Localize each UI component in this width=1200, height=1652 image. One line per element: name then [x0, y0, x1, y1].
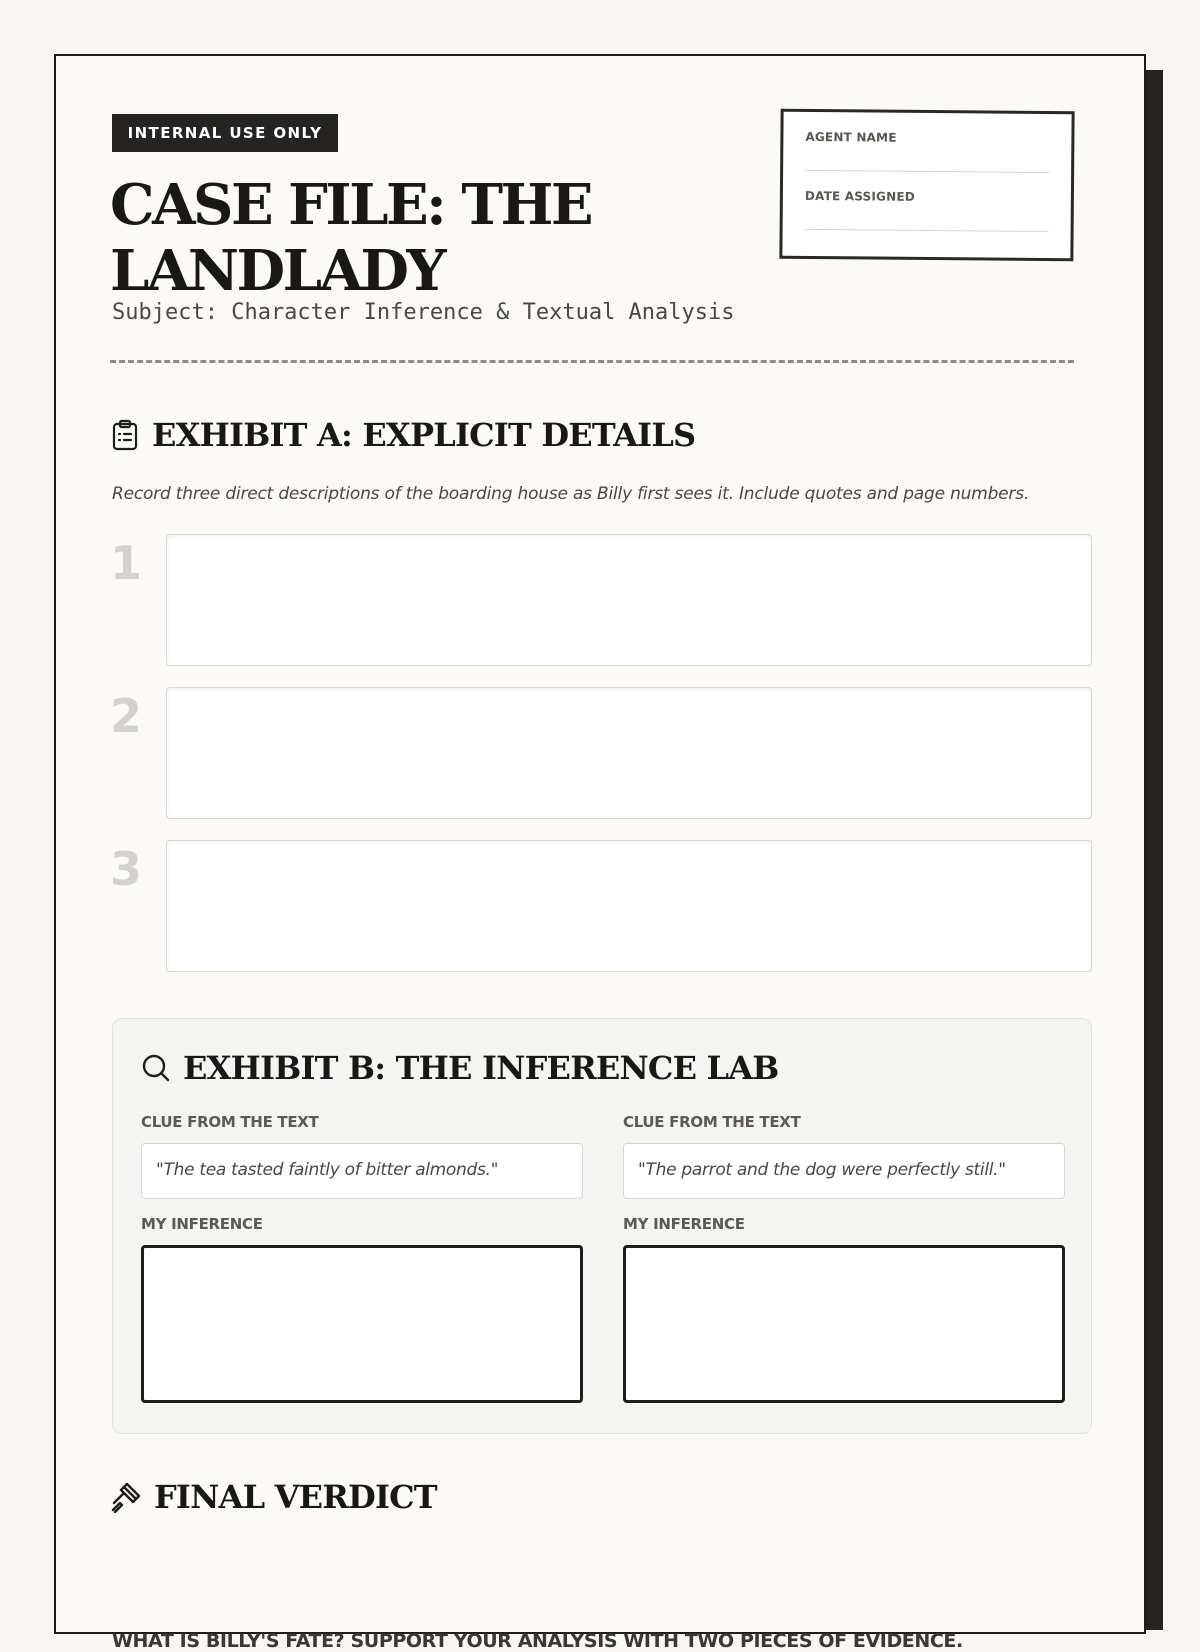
final-verdict-title: FINAL VERDICT	[154, 1478, 437, 1516]
exhibit-b-heading	[141, 1049, 779, 1087]
case-file-sheet	[54, 54, 1146, 1652]
verdict-question: WHAT IS BILLY'S FATE? SUPPORT YOUR ANALYSIS WITH TWO PIECES OF EVIDENCE.	[112, 1630, 963, 1652]
final-verdict-heading	[110, 1478, 437, 1516]
item-number: 3	[110, 842, 143, 896]
page-title: CASE FILE: THE LANDLADY	[110, 172, 592, 304]
exhibit-b-title: EXHIBIT B: THE INFERENCE LAB	[183, 1049, 779, 1087]
dashed-divider	[110, 360, 1074, 363]
agent-name-label: AGENT NAME	[805, 129, 897, 145]
exhibit-a-instruction: Record three direct descriptions of the boarding house as Billy first sees it. Include quotes and page numbers.	[112, 484, 1030, 504]
item-number: 2	[110, 689, 143, 743]
clue-text-2: "The parrot and the dog were perfectly still."	[623, 1143, 1065, 1199]
magnifier-icon	[141, 1053, 171, 1083]
agent-stamp-box	[779, 109, 1074, 262]
inference-label: MY INFERENCE	[623, 1215, 745, 1233]
clue-label: CLUE FROM THE TEXT	[623, 1113, 801, 1131]
exhibit-a-heading	[110, 416, 695, 454]
clue-label: CLUE FROM THE TEXT	[141, 1113, 319, 1131]
inference-label: MY INFERENCE	[141, 1215, 263, 1233]
subject-line: Subject: Character Inference & Textual Analysis	[112, 300, 735, 325]
detail-answer-box-1[interactable]	[166, 534, 1092, 666]
exhibit-a-title: EXHIBIT A: EXPLICIT DETAILS	[152, 416, 696, 454]
inference-lab-panel	[112, 1018, 1092, 1434]
internal-use-badge: INTERNAL USE ONLY	[112, 114, 338, 152]
inference-answer-box-2[interactable]	[623, 1245, 1065, 1403]
agent-name-field[interactable]	[805, 144, 1049, 173]
gavel-icon	[110, 1481, 142, 1513]
detail-answer-box-3[interactable]	[166, 840, 1092, 972]
inference-answer-box-1[interactable]	[141, 1245, 583, 1403]
clue-text-1: "The tea tasted faintly of bitter almonds."	[141, 1143, 583, 1199]
date-assigned-field[interactable]	[805, 203, 1049, 232]
item-number: 1	[110, 536, 143, 590]
date-assigned-label: DATE ASSIGNED	[804, 188, 915, 204]
clipboard-icon	[110, 419, 140, 451]
detail-answer-box-2[interactable]	[166, 687, 1092, 819]
